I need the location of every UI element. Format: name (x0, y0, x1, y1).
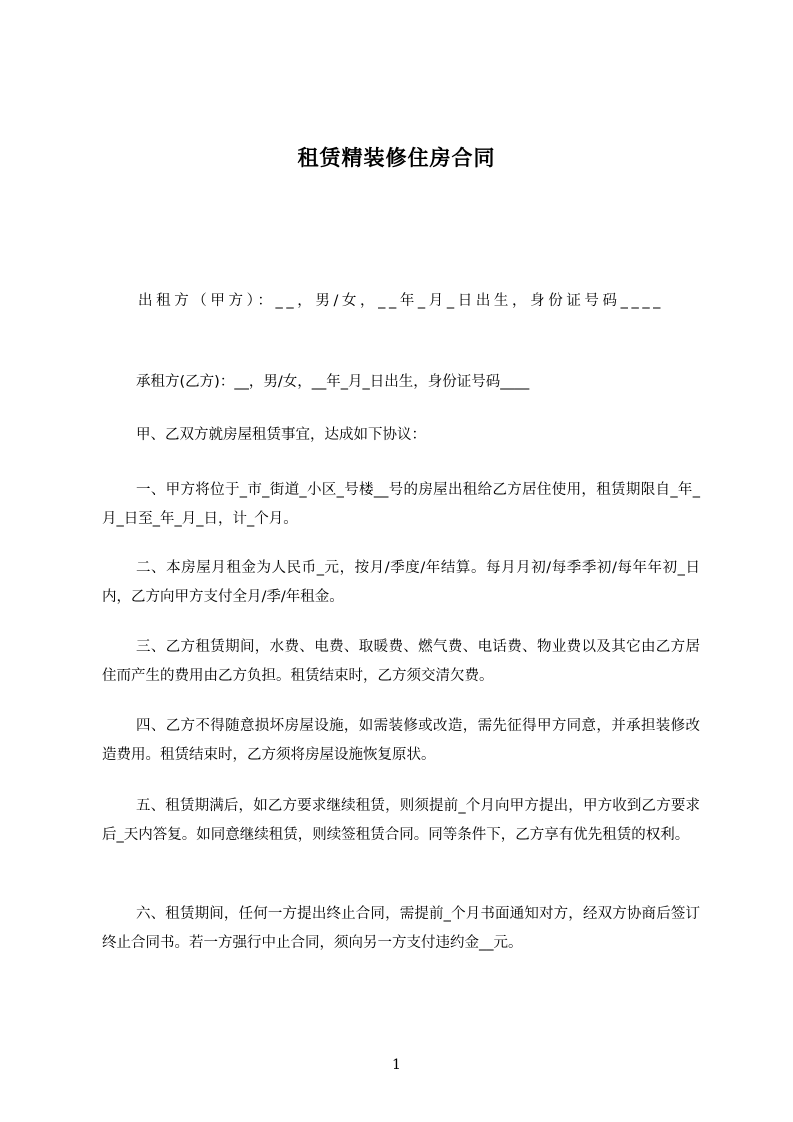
page-title: 租赁精装修住房合同 (297, 146, 496, 170)
page-number: 1 (392, 1057, 401, 1073)
clause-3: 三、乙方租赁期间，水费、电费、取暖费、燃气费、电话费、物业费以及其它由乙方居住而产生的费用由乙方负担。租赁结束时，乙方须交清欠费。 (102, 639, 700, 684)
lessor-line: 出租方（甲方）：__，男/女，__年_月_日出生，身份证号码____ (138, 293, 665, 309)
intro-paragraph: 甲、乙双方就房屋租赁事宜，达成如下协议： (136, 427, 426, 443)
clause-5: 五、租赁期满后，如乙方要求继续租赁，则须提前_个月向甲方提出，甲方收到乙方要求后_天内答复。如同意继续租赁，则续签租赁合同。同等条件下，乙方享有优先租赁的权利。 (102, 798, 700, 843)
lessee-line: 承租方(乙方)：__，男/女，__年_月_日出生，身份证号码____ (136, 374, 530, 390)
clause-4: 四、乙方不得随意损坏房屋设施，如需装修或改造，需先征得甲方同意，并承担装修改造费用。租赁结束时，乙方须将房屋设施恢复原状。 (102, 718, 700, 763)
clause-6: 六、租赁期间，任何一方提出终止合同，需提前_个月书面通知对方，经双方协商后签订终止合同书。若一方强行中止合同，须向另一方支付违约金__元。 (102, 906, 700, 951)
clause-2: 二、本房屋月租金为人民币_元，按月/季度/年结算。每月月初/每季季初/每年年初_日内，乙方向甲方支付全月/季/年租金。 (102, 560, 700, 605)
clause-1: 一、甲方将位于_市_街道_小区_号楼__号的房屋出租给乙方居住使用，租赁期限自_年_月_日至_年_月_日，计_个月。 (102, 482, 700, 527)
